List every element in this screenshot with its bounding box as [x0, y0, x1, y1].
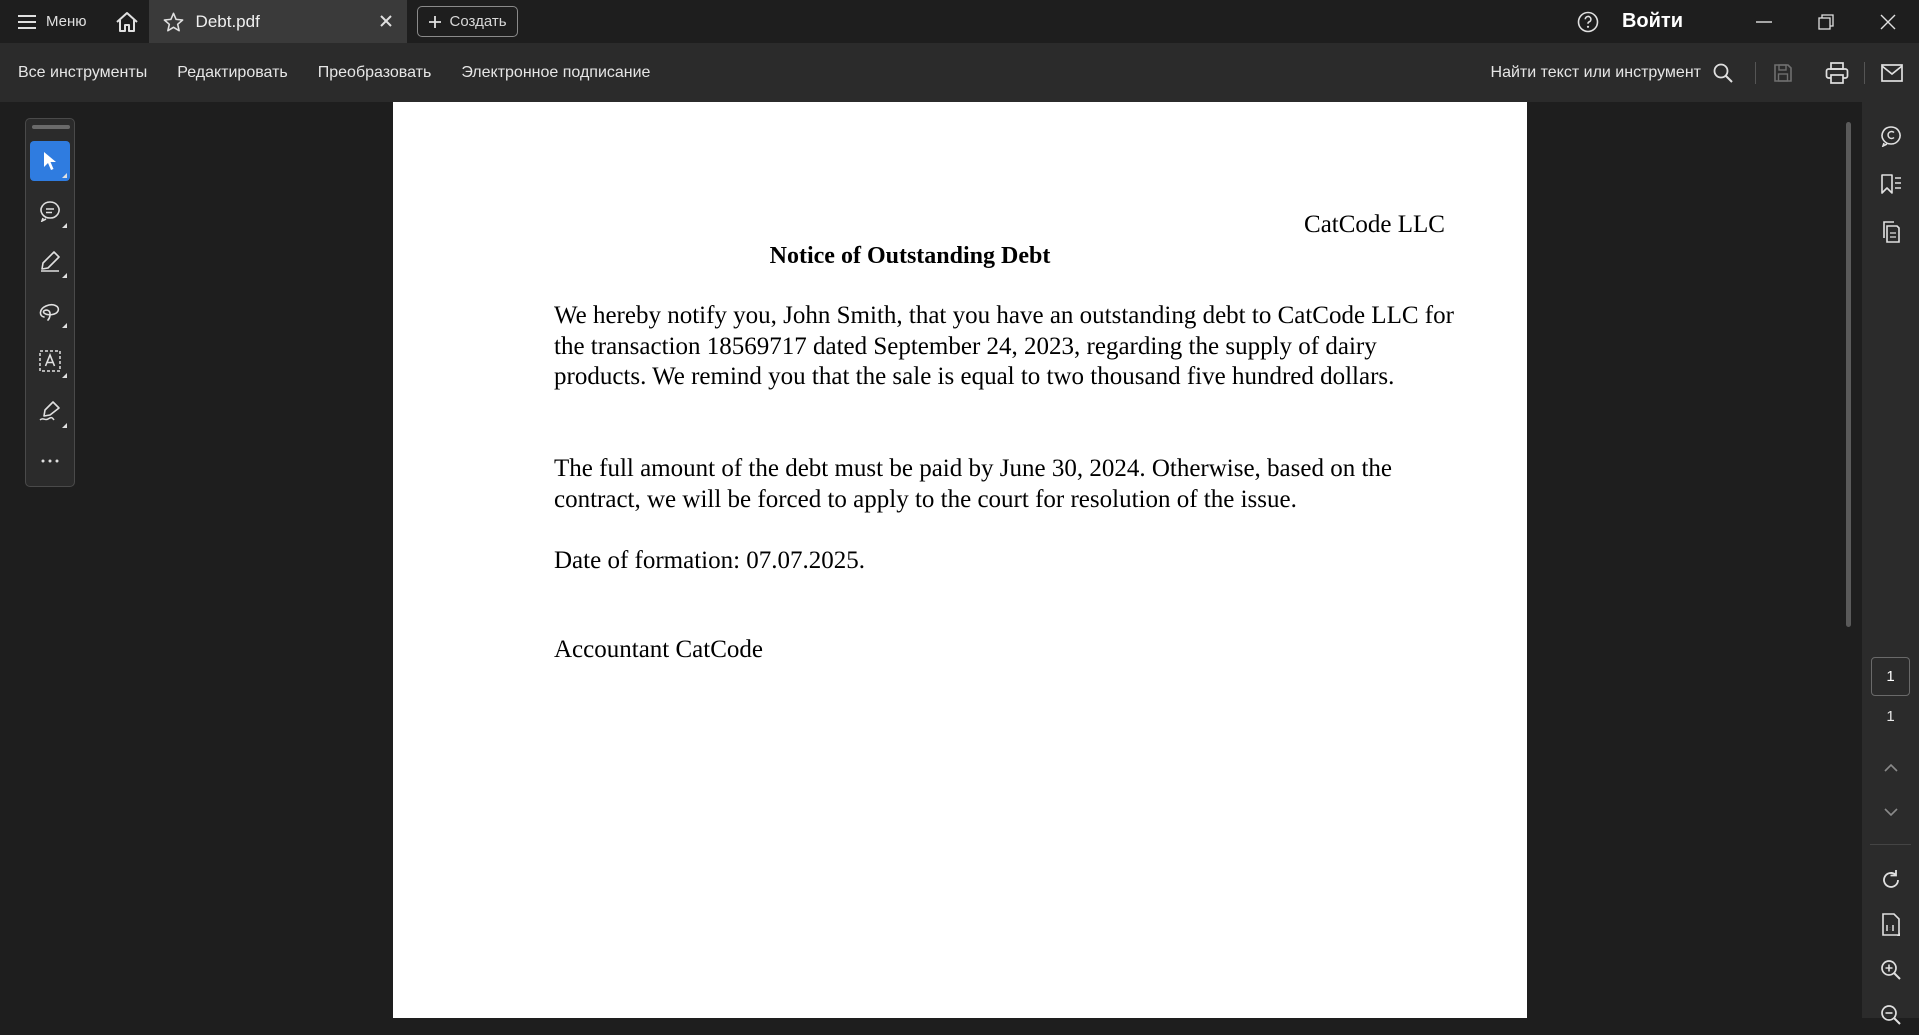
help-icon — [1577, 11, 1599, 33]
comments-panel-button[interactable] — [1871, 116, 1911, 156]
home-button[interactable] — [105, 0, 149, 43]
paragraph-date: Date of formation: 07.07.2025. — [554, 547, 866, 574]
comment-panel-icon — [1880, 125, 1902, 147]
total-pages: 1 — [1886, 708, 1895, 725]
save-icon — [1773, 63, 1793, 83]
close-window-button[interactable] — [1857, 0, 1919, 43]
chevron-down-icon — [1884, 808, 1898, 816]
zoom-out-icon — [1880, 1004, 1902, 1026]
quick-tools-panel — [25, 118, 75, 487]
mail-icon — [1881, 64, 1903, 82]
document-viewport[interactable] — [0, 102, 1862, 1018]
plus-icon — [428, 15, 442, 29]
restore-button[interactable] — [1795, 0, 1857, 43]
help-button[interactable] — [1568, 0, 1608, 43]
zoom-in-icon — [1880, 959, 1902, 981]
restore-icon — [1818, 14, 1834, 30]
document-title: Notice of Outstanding Debt — [769, 243, 1051, 269]
paragraph-notice: We hereby notify you, John Smith, that you have an outstanding debt to CatCode LLC for the transaction 18569717 dated September 24, 2023, regarding the supply of dairy products. We remind you that the sale is equal to two thousand five hundred dollars. — [554, 302, 1454, 390]
copy-pages-icon — [1881, 221, 1901, 243]
close-tab-button[interactable] — [377, 12, 395, 30]
title-bar — [0, 0, 1919, 43]
star-icon[interactable] — [163, 12, 184, 32]
text-box-icon — [38, 349, 62, 373]
find-text-or-tool[interactable] — [1491, 63, 1755, 83]
rotate-button[interactable] — [1871, 860, 1911, 900]
more-icon — [41, 459, 59, 463]
zoom-out-button[interactable] — [1871, 995, 1911, 1035]
signature-line: Accountant CatCode — [554, 636, 763, 663]
minimize-icon — [1756, 21, 1772, 23]
sign-tool-button[interactable] — [30, 391, 70, 431]
main-toolbar — [0, 43, 1919, 102]
pages-panel-button[interactable] — [1871, 212, 1911, 252]
minimize-button[interactable] — [1733, 0, 1795, 43]
fit-page-button[interactable] — [1871, 905, 1911, 945]
print-icon — [1825, 62, 1849, 84]
tab-title: Debt.pdf — [195, 11, 260, 31]
current-page-input[interactable]: 1 — [1871, 657, 1910, 696]
menu-button[interactable] — [0, 0, 105, 43]
drag-handle[interactable] — [32, 125, 70, 129]
select-tool-button[interactable] — [30, 141, 70, 181]
tab-debt-pdf[interactable] — [149, 0, 407, 43]
menu-label: Меню — [46, 13, 87, 30]
comment-icon — [39, 200, 61, 222]
more-tools-button[interactable] — [30, 441, 70, 481]
pdf-page[interactable] — [393, 102, 1527, 1018]
next-page-button[interactable] — [1871, 792, 1911, 832]
page-fit-icon — [1880, 913, 1902, 937]
comment-tool-button[interactable] — [30, 191, 70, 231]
hamburger-icon — [18, 15, 36, 29]
pen-icon — [39, 250, 61, 272]
vertical-scrollbar[interactable] — [1846, 122, 1851, 627]
submenu-indicator — [62, 223, 67, 228]
home-icon — [115, 11, 139, 33]
zoom-in-button[interactable] — [1871, 950, 1911, 990]
bookmarks-panel-button[interactable] — [1871, 164, 1911, 204]
cursor-icon — [41, 151, 59, 171]
signin-button[interactable]: Войти — [1621, 10, 1683, 32]
chevron-up-icon — [1884, 764, 1898, 772]
highlight-tool-button[interactable] — [30, 241, 70, 281]
paragraph-deadline: The full amount of the debt must be paid by June 30, 2024. Otherwise, based on the contract, we will be forced to apply to the court for resolution of the issue. — [554, 455, 1393, 513]
lasso-icon — [38, 301, 62, 321]
previous-page-button[interactable] — [1871, 748, 1911, 788]
company-name: CatCode LLC — [1304, 211, 1445, 238]
refresh-icon — [1880, 869, 1902, 891]
toolbar-all-tools[interactable]: Все инструменты — [18, 63, 148, 81]
right-panel-rail — [1862, 102, 1919, 1018]
submenu-indicator — [62, 373, 67, 378]
search-icon — [1713, 63, 1733, 83]
toolbar-convert[interactable]: Преобразовать — [317, 63, 432, 81]
print-button[interactable] — [1810, 43, 1864, 102]
create-label: Создать — [449, 13, 507, 30]
close-icon — [1880, 14, 1896, 30]
create-button[interactable] — [417, 6, 518, 37]
draw-tool-button[interactable] — [30, 291, 70, 331]
submenu-indicator — [62, 173, 67, 178]
toolbar-edit[interactable]: Редактировать — [177, 63, 288, 81]
submenu-indicator — [62, 323, 67, 328]
divider — [1870, 844, 1911, 845]
text-box-tool-button[interactable] — [30, 341, 70, 381]
save-button[interactable] — [1756, 43, 1810, 102]
signature-icon — [38, 400, 62, 422]
submenu-indicator — [62, 273, 67, 278]
bookmark-icon — [1879, 173, 1903, 195]
find-label: Найти текст или инструмент — [1490, 63, 1701, 81]
close-icon — [380, 15, 392, 27]
toolbar-e-sign[interactable]: Электронное подписание — [461, 63, 651, 81]
submenu-indicator — [62, 423, 67, 428]
email-button[interactable] — [1865, 43, 1919, 102]
